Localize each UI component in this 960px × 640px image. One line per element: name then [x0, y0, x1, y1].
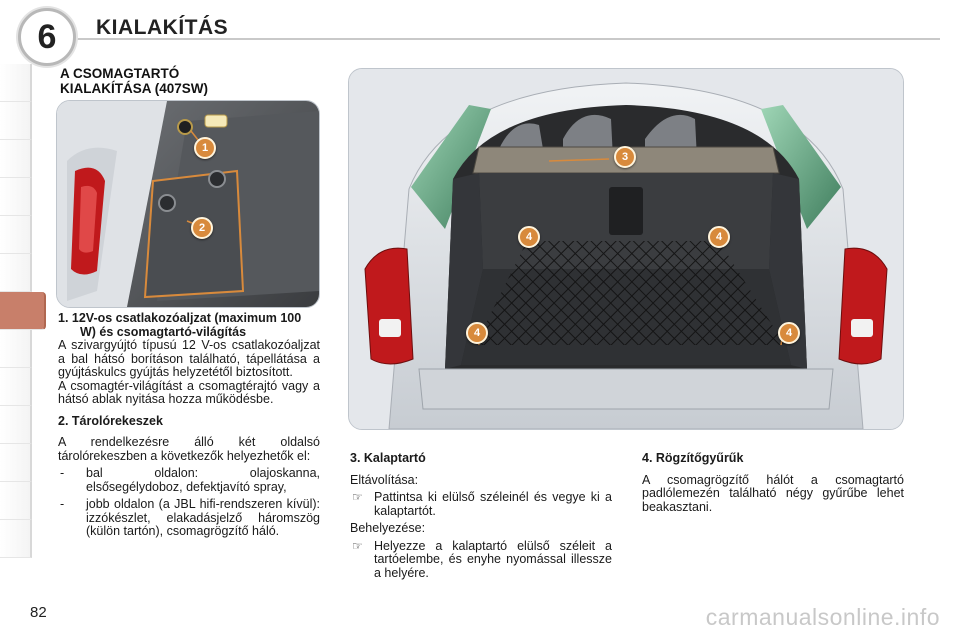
boot-drawing [349, 69, 903, 429]
chapter-tab-4[interactable] [0, 178, 32, 216]
item2-intro: A rendelkezésre álló két oldalsó tárolórekeszben a következők helyezhetők el: [58, 435, 320, 463]
item1-heading: 1. 12V-os csatlakozóaljzat (maximum 100 W) és csomagtartó-világítás [58, 311, 302, 339]
item3-install-label: Behelyezése: [350, 521, 426, 535]
column-right [642, 452, 904, 514]
callout-4c-label: 4 [473, 327, 481, 339]
page-title: KIALAKÍTÁS [96, 16, 229, 39]
callout-4b-label: 4 [715, 231, 723, 243]
chapter-tab-12[interactable] [0, 482, 32, 520]
callout-4a-label: 4 [525, 231, 533, 243]
callout-2-storage [191, 217, 213, 239]
pointing-hand-icon: ☞ [352, 538, 363, 553]
item3-install-text: Helyezze a kalaptartó elülső széleit a tartóelembe, és enyhe nyomással illessze a helyére. [374, 538, 612, 580]
item1-para1: A szivargyújtó típusú 12 V-os csatlakozóaljzat a bal hátsó borításon található, tápellátása a gyújtáskulcs gyújtás helyzetétől biztosított. [58, 338, 320, 379]
chapter-tab-2[interactable] [0, 102, 32, 140]
page-number: 82 [30, 604, 47, 621]
section-title-line2: KIALAKÍTÁSA (407SW) [60, 81, 209, 96]
watermark: carmanualsonline.info [705, 604, 940, 630]
chapter-tab-5[interactable] [0, 216, 32, 254]
chapter-number-badge [18, 8, 76, 66]
side-trim-illustration [56, 100, 320, 308]
callout-4-ring-front-right [778, 322, 800, 344]
chapter-tab-9[interactable] [0, 368, 32, 406]
item4-para: A csomagrögzítő hálót a csomagtartó padlólemezén található négy gyűrűbe lehet beakasztani. [642, 472, 904, 514]
chapter-tab-6[interactable] [0, 254, 32, 292]
column-middle [350, 452, 612, 580]
item2-list-item-1 [58, 467, 320, 494]
item2-list-text-2: jobb oldalon (a JBL hifi-rendszeren kívül): izzókészlet, elakadásjelző háromszög (külön tartón), csomagrögzítő háló. [86, 497, 320, 538]
item3-install-step [350, 540, 612, 581]
dash-marker: - [60, 466, 65, 480]
side-trim-drawing [57, 101, 319, 307]
chapter-tab-11[interactable] [0, 444, 32, 482]
item2-list-text-1: bal oldalon: olajoskanna, elsősegélydoboz, defektjavító spray, [86, 466, 320, 494]
chapter-tab-7-active[interactable] [0, 292, 46, 330]
callout-4-ring-rear-right [708, 226, 730, 248]
item1-para2: A csomagtér-világítást a csomagtérajtó vagy a hátsó ablak nyitása hozza működésbe. [58, 378, 320, 406]
callout-4-ring-rear-left [518, 226, 540, 248]
item2-list-item-2 [58, 498, 320, 539]
chapter-number: 6 [37, 17, 57, 56]
dash-marker: - [60, 497, 65, 511]
item3-removal-label: Eltávolítása: [350, 472, 419, 487]
item3-heading: 3. Kalaptartó [350, 451, 426, 465]
chapter-tab-1[interactable] [0, 64, 32, 102]
callout-1-label: 1 [201, 142, 209, 154]
item3-removal-step [350, 491, 612, 518]
item4-heading: 4. Rögzítőgyűrűk [642, 451, 744, 465]
chapter-tab-3[interactable] [0, 140, 32, 178]
callout-3-parcel-shelf [614, 146, 636, 168]
chapter-tabs [0, 64, 46, 558]
callout-4d-label: 4 [785, 327, 793, 339]
chapter-tab-13[interactable] [0, 520, 32, 558]
item3-removal-text: Pattintsa ki elülső széleinél és vegye ki a kalaptartót. [374, 490, 612, 518]
callout-3-label: 3 [621, 151, 629, 163]
callout-4-ring-front-left [466, 322, 488, 344]
pointing-hand-icon: ☞ [352, 490, 363, 504]
section-title [60, 66, 310, 96]
chapter-tab-10[interactable] [0, 406, 32, 444]
item2-heading: 2. Tárolórekeszek [58, 413, 163, 428]
section-title-line1: A CSOMAGTARTÓ [60, 66, 180, 81]
callout-1-socket [194, 137, 216, 159]
column-left [58, 312, 320, 539]
boot-net-illustration [348, 68, 904, 430]
chapter-tab-8[interactable] [0, 330, 32, 368]
callout-2-label: 2 [198, 222, 206, 234]
